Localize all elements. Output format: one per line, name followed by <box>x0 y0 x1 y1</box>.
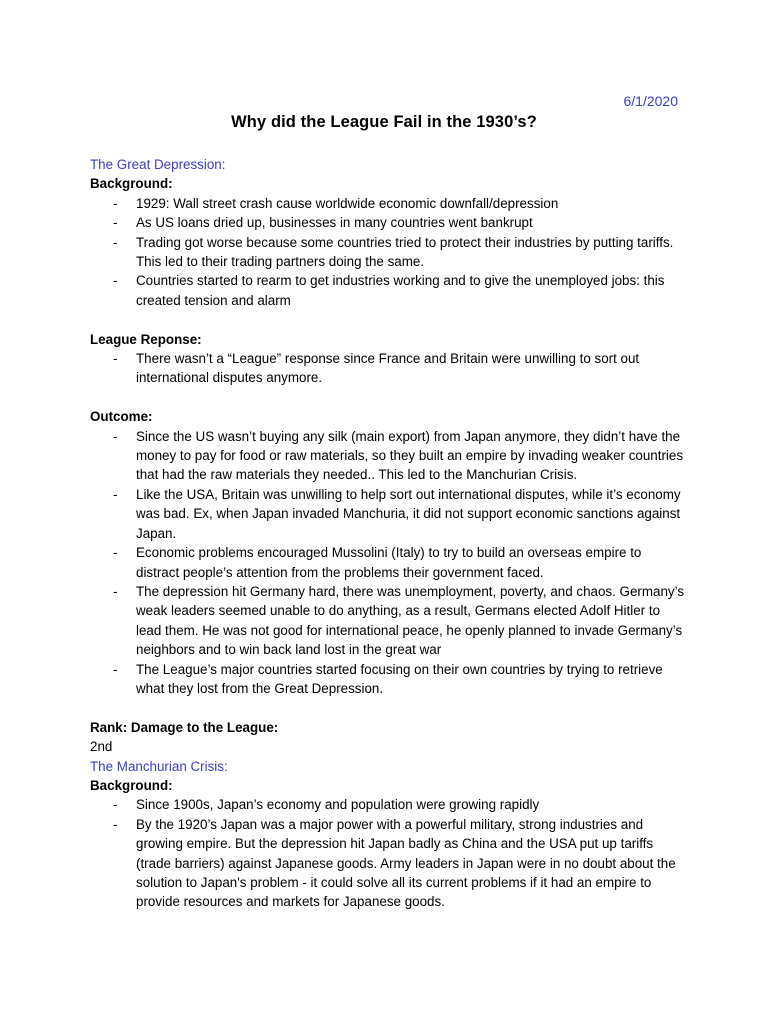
spacer <box>90 698 685 717</box>
list-item: - The depression hit Germany hard, there was unemployment, poverty, and chaos. Germany’s weak leaders seemed unable to do anything, as a result, Germans elected Adolf Hitler to lead them. He was not good for international peace, he openly planned to invade Germany’s neighbors and to win back land lost in the great war <box>90 582 685 660</box>
background-label: Background: <box>90 176 173 192</box>
list-item: - The League’s major countries started focusing on their own countries by trying to retrieve what they lost from the Great Depression. <box>90 660 685 699</box>
list-item: - Like the USA, Britain was unwilling to help sort out international disputes, while it’s economy was bad. Ex, when Japan invaded Manchuria, it did not support economic sanctions against Japan. <box>90 485 685 543</box>
list-item: - Economic problems encouraged Mussolini (Italy) to try to build an overseas empire to distract people’s attention from the problems their government faced. <box>90 543 685 582</box>
document-title: Why did the League Fail in the 1930’s? <box>231 113 537 131</box>
outcome-label: Outcome: <box>90 409 153 425</box>
list-item: - There wasn’t a “League” response since France and Britain were unwilling to sort out international disputes anymore. <box>90 349 685 388</box>
list-item: - By the 1920’s Japan was a major power with a powerful military, strong industries and growing empire. But the depression hit Japan badly as China and the USA put up tariffs (trade barriers) against Japanese goods. Army leaders in Japan were in no doubt about the solution to Japan's problem - it could solve all its current problems if it had an empire to provide resources and markets for Japanese goods. <box>90 815 685 912</box>
list-item: - As US loans dried up, businesses in many countries went bankrupt <box>90 213 685 232</box>
spacer <box>90 388 685 407</box>
list-item: - Since 1900s, Japan’s economy and population were growing rapidly <box>90 795 685 814</box>
document-date: 6/1/2020 <box>623 93 678 109</box>
league-response-label: League Reponse: <box>90 331 202 347</box>
spacer <box>90 310 685 329</box>
background-list <box>90 795 685 911</box>
background-list <box>90 194 685 310</box>
rank-label: Rank: Damage to the League: <box>90 719 279 735</box>
rank-value: 2nd <box>90 739 113 755</box>
list-item: - Since the US wasn’t buying any silk (main export) from Japan anymore, they didn’t have the money to pay for food or raw materials, so they built an empire by invading weaker countries that had the raw materials they needed.. This led to the Manchurian Crisis. <box>90 427 685 485</box>
section-heading-manchurian-crisis[interactable]: The Manchurian Crisis: <box>90 758 228 774</box>
list-item: - Trading got worse because some countries tried to protect their industries by putting tariffs. This led to their trading partners doing the same. <box>90 233 685 272</box>
league-response-list <box>90 349 685 388</box>
list-item: - Countries started to rearm to get industries working and to give the unemployed jobs: this created tension and alarm <box>90 271 685 310</box>
document-body <box>90 155 685 912</box>
list-item: - 1929: Wall street crash cause worldwide economic downfall/depression <box>90 194 685 213</box>
section-heading-great-depression[interactable]: The Great Depression: <box>90 157 226 172</box>
background-label: Background: <box>90 777 173 793</box>
outcome-list <box>90 427 685 699</box>
